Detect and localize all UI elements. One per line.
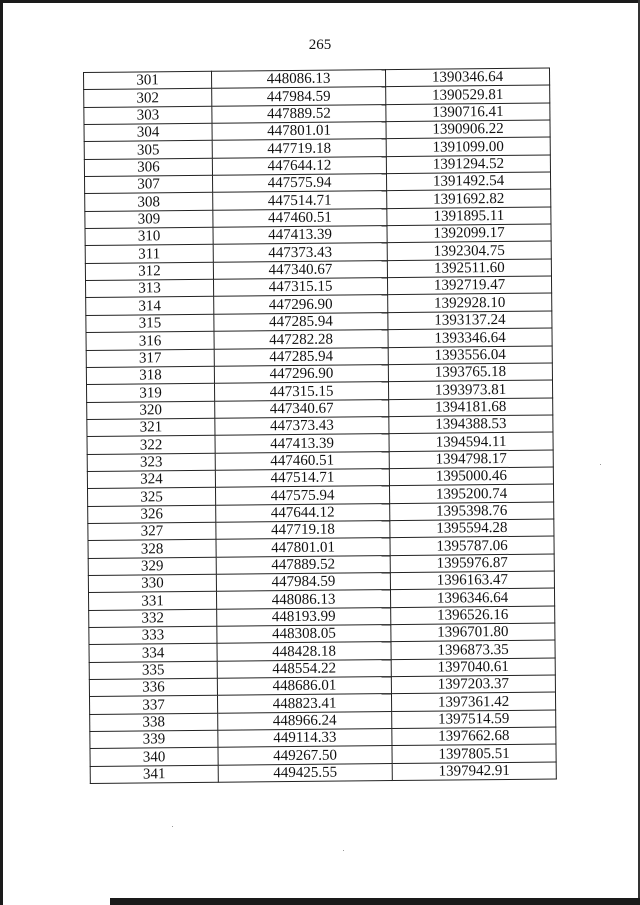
y-coordinate-cell: 1397942.91: [392, 762, 556, 781]
point-number-cell: 322: [87, 435, 215, 454]
y-coordinate-cell: 1390906.22: [386, 120, 550, 139]
y-coordinate-cell: 1396526.16: [391, 606, 555, 625]
point-number-cell: 340: [90, 748, 218, 767]
x-coordinate-cell: 448428.18: [217, 642, 391, 661]
x-coordinate-cell: 447413.39: [215, 434, 389, 453]
y-coordinate-cell: 1397514.59: [392, 710, 556, 729]
y-coordinate-cell: 1396163.47: [390, 571, 554, 590]
y-coordinate-cell: 1390529.81: [386, 85, 550, 104]
point-number-cell: 321: [87, 418, 215, 437]
x-coordinate-cell: 447373.43: [215, 416, 389, 435]
y-coordinate-cell: 1391099.00: [386, 137, 550, 156]
x-coordinate-cell: 447644.12: [212, 156, 386, 175]
y-coordinate-cell: 1397662.68: [392, 727, 556, 746]
point-number-cell: 319: [87, 383, 215, 402]
y-coordinate-cell: 1392099.17: [387, 224, 551, 243]
point-number-cell: 313: [86, 279, 214, 298]
x-coordinate-cell: 447460.51: [213, 208, 387, 227]
page-number: 265: [308, 37, 332, 53]
x-coordinate-cell: 447984.59: [216, 573, 390, 592]
y-coordinate-cell: 1392304.75: [387, 241, 551, 260]
y-coordinate-cell: 1393137.24: [388, 311, 552, 330]
point-number-cell: 308: [85, 193, 213, 212]
scan-edge-bottom: [110, 898, 640, 905]
point-number-cell: 334: [89, 644, 217, 663]
x-coordinate-cell: 447575.94: [212, 174, 386, 193]
x-coordinate-cell: 447460.51: [215, 451, 389, 470]
y-coordinate-cell: 1394181.68: [389, 398, 553, 417]
x-coordinate-cell: 448823.41: [217, 694, 391, 713]
x-coordinate-cell: 447719.18: [216, 521, 390, 540]
coordinates-table: [83, 68, 557, 785]
x-coordinate-cell: 447514.71: [215, 468, 389, 487]
x-coordinate-cell: 447315.15: [214, 382, 388, 401]
y-coordinate-cell: 1393346.64: [388, 328, 552, 347]
x-coordinate-cell: 447296.90: [214, 364, 388, 383]
point-number-cell: 305: [84, 141, 212, 160]
point-number-cell: 325: [88, 487, 216, 506]
x-coordinate-cell: 447801.01: [216, 538, 390, 557]
y-coordinate-cell: 1391895.11: [387, 207, 551, 226]
point-number-cell: 303: [84, 106, 212, 125]
y-coordinate-cell: 1395594.28: [390, 519, 554, 538]
y-coordinate-cell: 1393765.18: [388, 363, 552, 382]
x-coordinate-cell: 447514.71: [213, 191, 387, 210]
point-number-cell: 301: [84, 71, 212, 90]
x-coordinate-cell: 448193.99: [217, 607, 391, 626]
point-number-cell: 324: [87, 470, 215, 489]
point-number-cell: 302: [84, 89, 212, 108]
x-coordinate-cell: 447575.94: [215, 486, 389, 505]
point-number-cell: 326: [88, 505, 216, 524]
y-coordinate-cell: 1397361.42: [391, 692, 555, 711]
point-number-cell: 316: [86, 331, 214, 350]
scan-speck: [600, 464, 601, 465]
y-coordinate-cell: 1395200.74: [389, 484, 553, 503]
point-number-cell: 341: [90, 765, 218, 784]
y-coordinate-cell: 1393973.81: [388, 380, 552, 399]
y-coordinate-cell: 1395398.76: [390, 502, 554, 521]
x-coordinate-cell: 449425.55: [218, 763, 392, 782]
point-number-cell: 336: [89, 678, 217, 697]
y-coordinate-cell: 1392719.47: [387, 276, 551, 295]
point-number-cell: 318: [86, 366, 214, 385]
point-number-cell: 338: [90, 713, 218, 732]
point-number-cell: 328: [88, 540, 216, 559]
x-coordinate-cell: 447719.18: [212, 139, 386, 158]
point-number-cell: 307: [85, 175, 213, 194]
scan-edge-left: [0, 0, 3, 905]
x-coordinate-cell: 448086.13: [216, 590, 390, 609]
x-coordinate-cell: 447340.67: [215, 399, 389, 418]
point-number-cell: 337: [89, 696, 217, 715]
coordinates-table-body: [84, 68, 557, 784]
point-number-cell: 323: [87, 453, 215, 472]
x-coordinate-cell: 447285.94: [214, 312, 388, 331]
x-coordinate-cell: 449267.50: [218, 746, 392, 765]
x-coordinate-cell: 447315.15: [213, 278, 387, 297]
point-number-cell: 304: [84, 123, 212, 142]
coordinates-table-wrapper: [83, 68, 557, 785]
point-number-cell: 333: [89, 626, 217, 645]
y-coordinate-cell: 1390346.64: [385, 68, 549, 87]
point-number-cell: 339: [90, 730, 218, 749]
y-coordinate-cell: 1393556.04: [388, 346, 552, 365]
x-coordinate-cell: 448086.13: [211, 70, 385, 89]
point-number-cell: 306: [84, 158, 212, 177]
y-coordinate-cell: 1391692.82: [387, 189, 551, 208]
point-number-cell: 320: [87, 401, 215, 420]
y-coordinate-cell: 1391294.52: [386, 155, 550, 174]
x-coordinate-cell: 447282.28: [214, 330, 388, 349]
x-coordinate-cell: 447644.12: [216, 503, 390, 522]
y-coordinate-cell: 1397805.51: [392, 744, 556, 763]
point-number-cell: 311: [85, 245, 213, 264]
y-coordinate-cell: 1396701.80: [391, 623, 555, 642]
y-coordinate-cell: 1397203.37: [391, 675, 555, 694]
point-number-cell: 317: [86, 349, 214, 368]
point-number-cell: 332: [89, 609, 217, 628]
y-coordinate-cell: 1394388.53: [389, 415, 553, 434]
x-coordinate-cell: 447285.94: [214, 347, 388, 366]
scan-speck: [343, 850, 344, 851]
x-coordinate-cell: 447296.90: [214, 295, 388, 314]
x-coordinate-cell: 448966.24: [218, 711, 392, 730]
point-number-cell: 331: [88, 592, 216, 611]
y-coordinate-cell: 1394594.11: [389, 432, 553, 451]
point-number-cell: 315: [86, 314, 214, 333]
x-coordinate-cell: 447340.67: [213, 260, 387, 279]
y-coordinate-cell: 1395000.46: [389, 467, 553, 486]
y-coordinate-cell: 1395787.06: [390, 536, 554, 555]
point-number-cell: 330: [88, 574, 216, 593]
x-coordinate-cell: 448554.22: [217, 659, 391, 678]
y-coordinate-cell: 1391492.54: [386, 172, 550, 191]
x-coordinate-cell: 449114.33: [218, 729, 392, 748]
y-coordinate-cell: 1392511.60: [387, 259, 551, 278]
scan-edge-top: [0, 0, 640, 3]
x-coordinate-cell: 448686.01: [217, 677, 391, 696]
y-coordinate-cell: 1392928.10: [388, 293, 552, 312]
y-coordinate-cell: 1396873.35: [391, 640, 555, 659]
point-number-cell: 327: [88, 522, 216, 541]
x-coordinate-cell: 447889.52: [216, 555, 390, 574]
y-coordinate-cell: 1397040.61: [391, 658, 555, 677]
point-number-cell: 335: [89, 661, 217, 680]
y-coordinate-cell: 1395976.87: [390, 554, 554, 573]
point-number-cell: 309: [85, 210, 213, 229]
point-number-cell: 314: [86, 297, 214, 316]
y-coordinate-cell: 1394798.17: [389, 450, 553, 469]
point-number-cell: 312: [85, 262, 213, 281]
x-coordinate-cell: 447801.01: [212, 122, 386, 141]
y-coordinate-cell: 1390716.41: [386, 103, 550, 122]
x-coordinate-cell: 448308.05: [217, 625, 391, 644]
x-coordinate-cell: 447889.52: [212, 104, 386, 123]
y-coordinate-cell: 1396346.64: [390, 588, 554, 607]
x-coordinate-cell: 447373.43: [213, 243, 387, 262]
point-number-cell: 310: [85, 227, 213, 246]
point-number-cell: 329: [88, 557, 216, 576]
x-coordinate-cell: 447984.59: [212, 87, 386, 106]
scan-speck: [172, 826, 173, 827]
x-coordinate-cell: 447413.39: [213, 226, 387, 245]
